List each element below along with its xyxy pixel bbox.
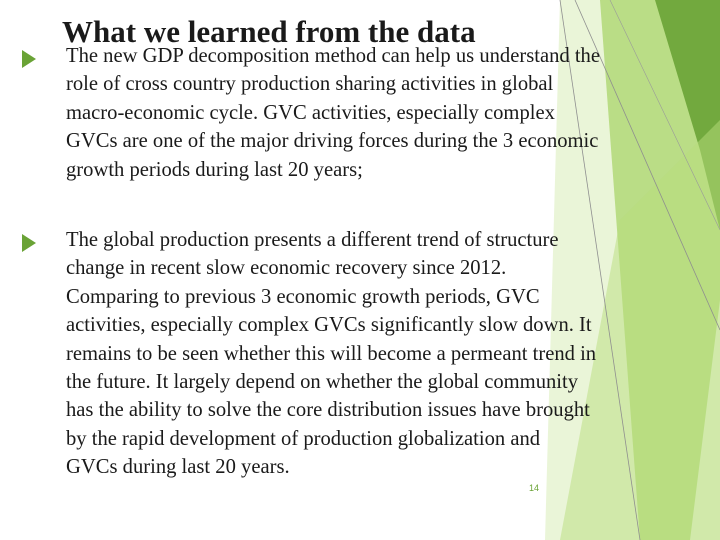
bullet-line: GVCs are one of the major driving forces during the 3 economic <box>66 130 599 153</box>
bullet-line: The global production presents a different trend of structure <box>66 229 559 251</box>
slide-title: What we learned from the data <box>62 14 476 49</box>
bullet-text-1 <box>66 42 697 184</box>
bullet-line: by the rapid development of production globalization and <box>66 427 541 450</box>
bullet-line: role of cross country production sharing activities in global <box>66 73 554 96</box>
bullet-line: remains to be seen whether this will become a permeant trend in <box>66 342 597 365</box>
bullet-text-2 <box>66 226 697 482</box>
bullet-line: has the ability to solve the core distribution issues have brought <box>66 399 590 422</box>
bullet-line: growth periods during last 20 years; <box>66 158 363 181</box>
bullet-line: Comparing to previous 3 economic growth periods, GVC <box>66 285 540 308</box>
bullet-line: GVCs during last 20 years. <box>66 456 290 479</box>
bullet-line: The new GDP decomposition method can help us understand the <box>66 45 600 67</box>
bullet-item-2 <box>22 226 697 482</box>
bullet-line: the future. It largely depend on whether the global community <box>66 371 579 394</box>
bullet-arrow-icon <box>22 50 36 68</box>
bullet-item-1 <box>22 42 697 184</box>
bullet-line: change in recent slow economic recovery since 2012. <box>66 257 507 280</box>
bullet-line: macro-economic cycle. GVC activities, especially complex <box>66 101 555 124</box>
bullet-line: activities, especially complex GVCs significantly slow down. It <box>66 314 592 337</box>
bullet-arrow-icon <box>22 234 36 252</box>
page-number: 14 <box>529 483 540 493</box>
